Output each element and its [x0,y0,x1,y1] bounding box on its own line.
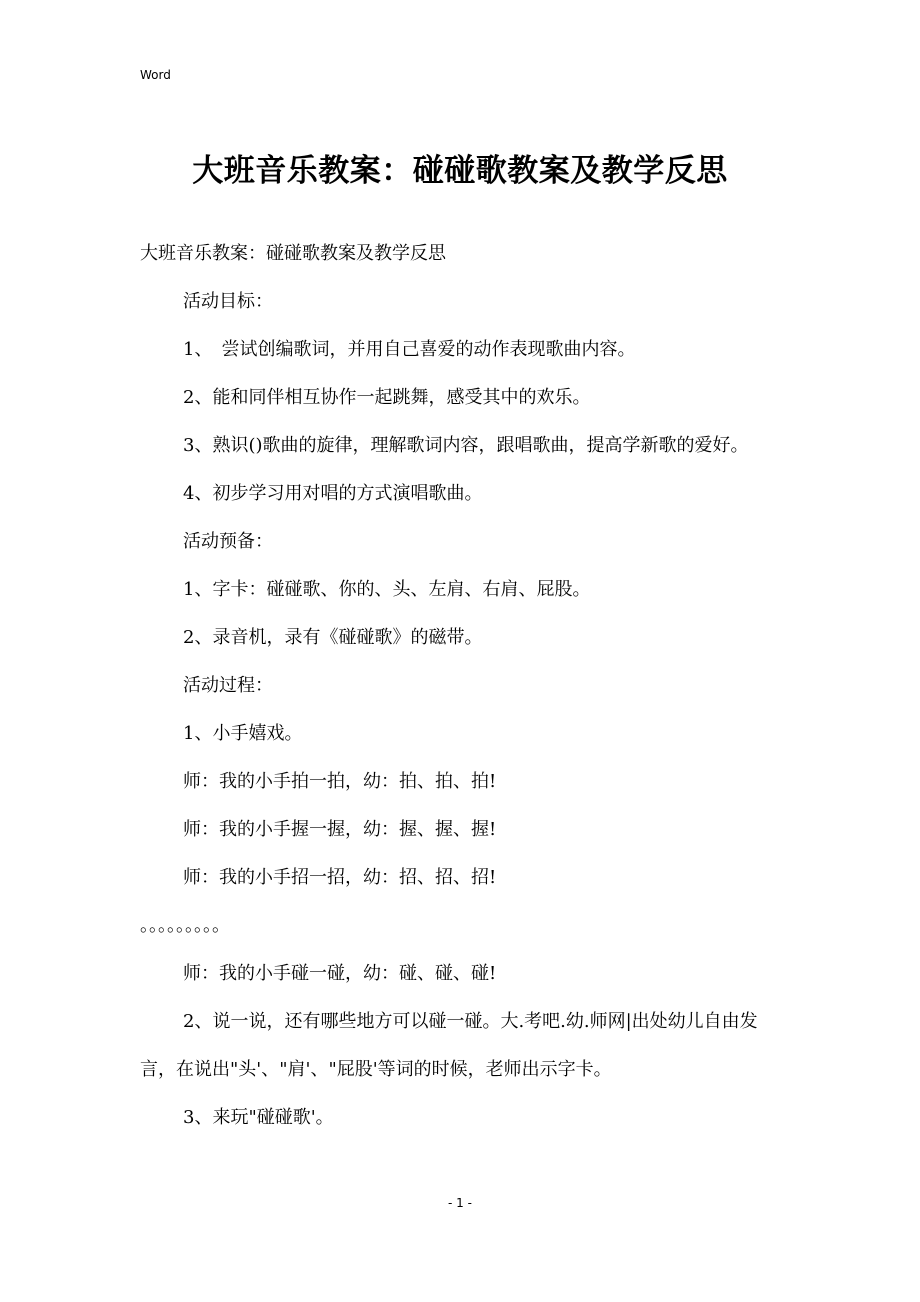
paragraph-step-2: 2、说一说，还有哪些地方可以碰一碰。大.考吧.幼.师网|出处幼儿自由发言，在说出"头'、"肩'、"屁股'等词的时候，老师出示字卡。 [140,1011,758,1080]
paragraph-prep-2: 2、录音机，录有《碰碰歌》的磁带。 [183,627,483,648]
paragraph-subtitle: 大班音乐教案：碰碰歌教案及教学反思 [140,243,446,264]
paragraph-dialog-2: 师：我的小手握一握，幼：握、握、握! [183,819,497,840]
paragraph-step-1: 1、小手嬉戏。 [183,723,303,744]
paragraph-goal-3: 3、熟识()歌曲的旋律，理解歌词内容，跟唱歌曲，提高学新歌的爱好。 [183,435,749,456]
paragraph-section-process: 活动过程： [183,675,273,696]
paragraph-section-goals: 活动目标： [183,291,273,312]
header-label: Word [140,68,171,82]
paragraph-prep-1: 1、字卡：碰碰歌、你的、头、左肩、右肩、屁股。 [183,579,591,600]
paragraph-goal-4: 4、初步学习用对唱的方式演唱歌曲。 [183,483,483,504]
paragraph-dialog-1: 师：我的小手拍一拍，幼：拍、拍、拍! [183,771,497,792]
document-title: 大班音乐教案：碰碰歌教案及教学反思 [192,153,728,189]
paragraph-goal-2: 2、能和同伴相互协作一起跳舞，感受其中的欢乐。 [183,387,591,408]
paragraph-step-3: 3、来玩"碰碰歌'。 [183,1107,334,1128]
paragraph-goal-1: 1、 尝试创编歌词，并用自己喜爱的动作表现歌曲内容。 [183,339,636,360]
paragraph-dialog-4: 师：我的小手碰一碰，幼：碰、碰、碰! [183,963,497,984]
paragraph-dialog-3: 师：我的小手招一招，幼：招、招、招! [183,867,497,888]
paragraph-ellipsis: 。。。。。。。。。 [140,915,230,936]
paragraph-section-prep: 活动预备： [183,531,273,552]
page-number: - 1 - [448,1196,472,1210]
document-body [140,230,780,1142]
